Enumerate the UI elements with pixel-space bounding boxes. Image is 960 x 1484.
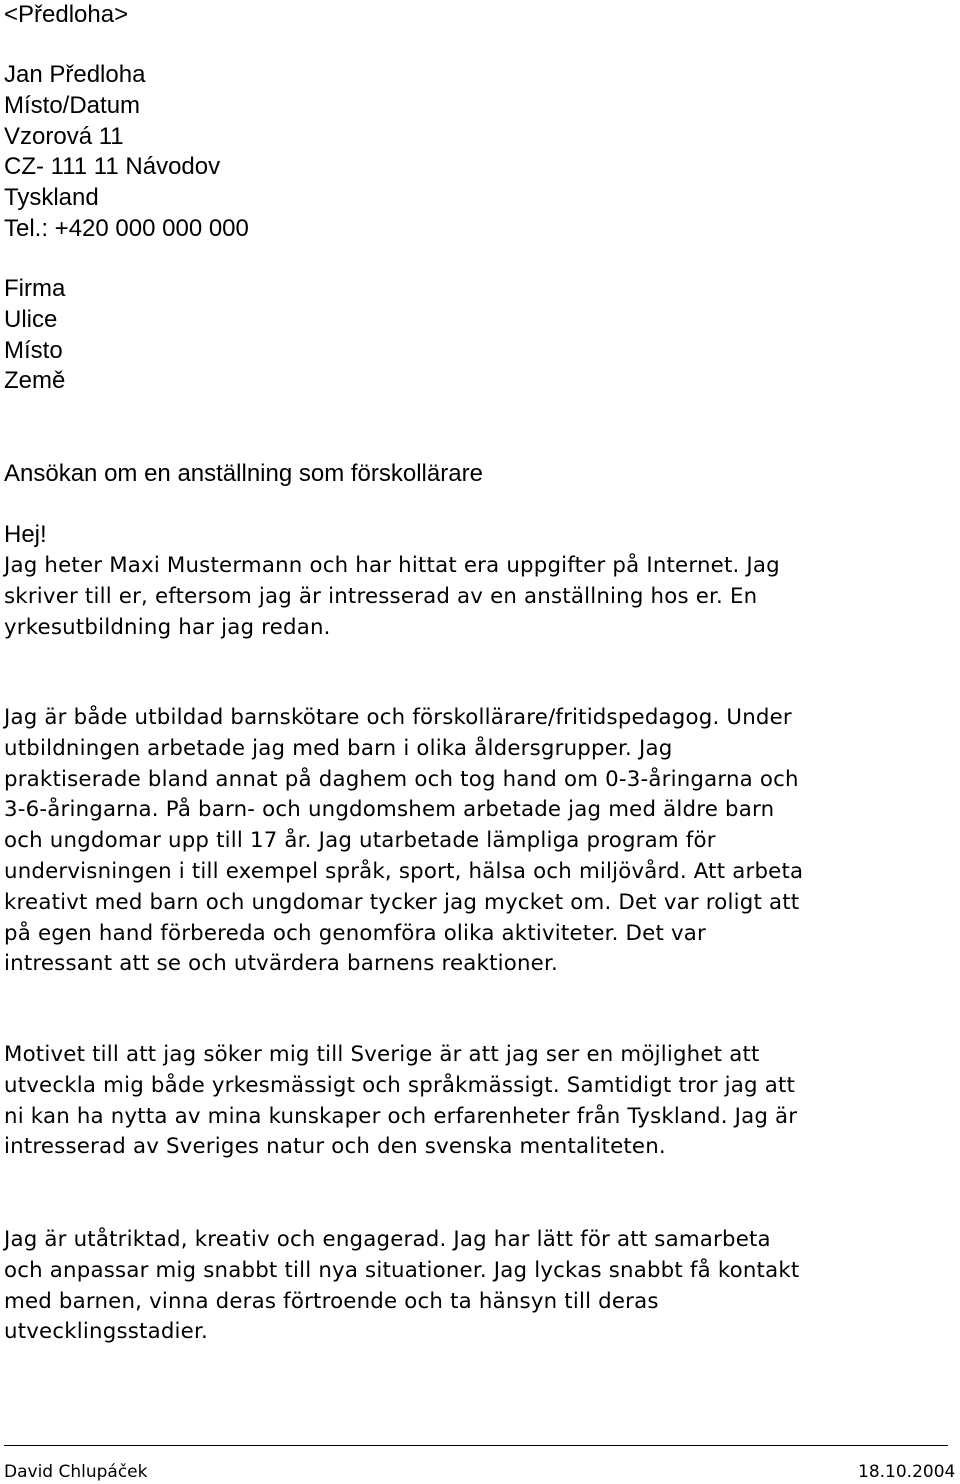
letter-greeting (4, 520, 47, 551)
sender-postal-city: CZ- 111 11 Návodov (4, 153, 221, 181)
letter-subject (4, 459, 483, 490)
greeting-line: Hej! (4, 521, 47, 548)
experience-paragraph (4, 703, 803, 980)
intro-line: yrkesutbildning har jag redan. (4, 614, 331, 640)
paragraph-line: Jag är utåtriktad, kreativ och engagerad. Jag har lätt för att samarbeta (4, 1227, 771, 1252)
motivation-paragraph (4, 1040, 797, 1163)
recipient-street: Ulice (4, 305, 58, 333)
intro-line: skriver till er, eftersom jag är intresserad av en anställning hos er. En (4, 583, 758, 609)
template-marker: <Předloha> (4, 1, 129, 28)
sender-street: Vzorová 11 (4, 122, 124, 150)
paragraph-line: praktiserade bland annat på daghem och tog hand om 0-3-åringarna och (4, 766, 799, 792)
paragraph-line: 3-6-åringarna. På barn- och ungdomshem arbetade jag med äldre barn (4, 797, 775, 823)
intro-line: Jag heter Maxi Mustermann och har hittat era uppgifter på Internet. Jag (4, 553, 780, 578)
sender-phone: Tel.: +420 000 000 000 (4, 214, 249, 242)
paragraph-line: Motivet till att jag söker mig till Sverige är att jag ser en möjlighet att (4, 1042, 760, 1067)
paragraph-line: intressant att se och utvärdera barnens reaktioner. (4, 951, 558, 977)
paragraph-line: med barnen, vinna deras förtroende och ta hänsyn till deras (4, 1288, 659, 1314)
paragraph-line: Jag är både utbildad barnskötare och förskollärare/fritidspedagog. Under (4, 705, 792, 730)
intro-paragraph (4, 551, 780, 643)
subject-line: Ansökan om en anställning som förskollärare (4, 460, 483, 487)
recipient-company: Firma (4, 275, 66, 302)
footer-date: 18.10.2004 (858, 1462, 956, 1482)
sender-name: Jan Předloha (4, 61, 146, 88)
paragraph-line: på egen hand förbereda och genomföra olika aktiviteter. Det var (4, 920, 706, 946)
recipient-address (4, 274, 65, 397)
paragraph-line: utvecklingsstadier. (4, 1319, 208, 1345)
sender-place-date: Místo/Datum (4, 91, 141, 119)
paragraph-line: undervisningen i till exempel språk, sport, hälsa och miljövård. Att arbeta (4, 858, 804, 884)
paragraph-line: utveckla mig både yrkesmässigt och språkmässigt. Samtidigt tror jag att (4, 1072, 796, 1098)
paragraph-line: ni kan ha nytta av mina kunskaper och erfarenheter från Tyskland. Jag är (4, 1103, 798, 1129)
template-header (4, 0, 128, 31)
recipient-country: Země (4, 367, 66, 395)
footer-author: David Chlupáček (4, 1462, 148, 1482)
paragraph-line: och anpassar mig snabbt till nya situationer. Jag lyckas snabbt få kontakt (4, 1257, 800, 1283)
paragraph-line: intresserad av Sveriges natur och den svenska mentaliteten. (4, 1134, 666, 1160)
paragraph-line: kreativt med barn och ungdomar tycker jag mycket om. Det var roligt att (4, 889, 800, 915)
paragraph-line: utbildningen arbetade jag med barn i olika åldersgrupper. Jag (4, 735, 673, 761)
sender-address (4, 60, 249, 245)
personality-paragraph (4, 1225, 799, 1348)
footer-divider (4, 1445, 948, 1446)
paragraph-line: och ungdomar upp till 17 år. Jag utarbetade lämpliga program för (4, 828, 716, 854)
sender-country: Tyskland (4, 184, 99, 212)
recipient-city: Místo (4, 336, 63, 364)
